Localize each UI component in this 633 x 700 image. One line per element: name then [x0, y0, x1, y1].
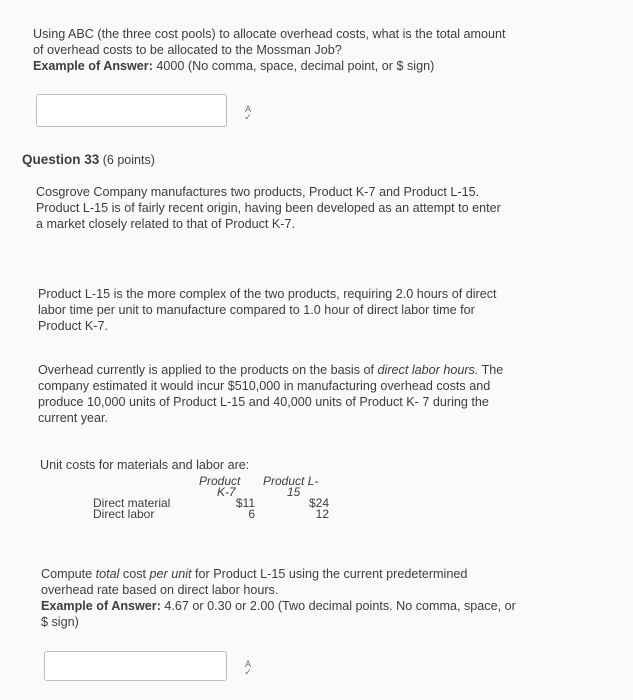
example-text-1: 4.67 or 0.30 or 2.00 (Two decimal points. No comma, space, or — [160, 599, 516, 613]
unit-costs-table — [93, 476, 333, 520]
prev-example-label: Example of Answer: — [33, 59, 153, 73]
question-points: (6 points) — [99, 153, 155, 167]
spellcheck-icon[interactable] — [241, 104, 255, 122]
para3-line2: company estimated it would incur $510,000 in manufacturing overhead costs and — [38, 379, 491, 393]
spellcheck-a-glyph: A — [244, 659, 251, 669]
para3-line1-post: The — [478, 363, 504, 377]
para2-line: Product K-7. — [38, 319, 108, 333]
col-header-l15-b: 15 — [287, 485, 301, 499]
cell-k7: 6 — [248, 507, 255, 521]
prev-question-line2: of overhead costs to be allocated to the Mossman Job? — [33, 43, 342, 57]
col-header-k7-b: K-7 — [217, 485, 236, 499]
unit-costs-label-text: Unit costs for materials and labor are: — [40, 458, 250, 472]
paragraph-1 — [36, 184, 616, 232]
compute-line2: overhead rate based on direct labor hours. — [41, 583, 279, 597]
col-header-l15-a: Product L- — [263, 474, 319, 488]
compute-prompt — [41, 566, 621, 630]
prev-example-text: 4000 (No comma, space, decimal point, or $ sign) — [152, 59, 435, 73]
compute-line1 — [41, 566, 621, 582]
compute-pre: Compute — [41, 567, 96, 581]
question-heading — [22, 152, 155, 167]
compute-ital2: per unit — [149, 567, 192, 581]
compute-ital1: total — [95, 567, 120, 581]
row-label: Direct material — [93, 496, 171, 510]
para3-line1-ital: direct labor hours. — [377, 363, 479, 377]
example-label: Example of Answer: — [41, 599, 161, 613]
prev-answer-input[interactable] — [36, 94, 227, 127]
para1-line: a market closely related to that of Product K-7. — [36, 217, 295, 231]
para3-line1-pre: Overhead currently is applied to the products on the basis of — [38, 363, 378, 377]
compute-post: for Product L-15 using the current predetermined — [191, 567, 468, 581]
unit-costs-label — [40, 457, 249, 473]
table-row — [93, 509, 333, 520]
prev-question — [33, 26, 613, 74]
answer-input[interactable] — [44, 651, 227, 681]
spellcheck-a-glyph: A — [244, 104, 251, 114]
table-corner — [93, 476, 199, 487]
spellcheck-check-glyph: ✓ — [244, 112, 252, 122]
para2-line: labor time per unit to manufacture compared to 1.0 hour of direct labor time for — [38, 303, 475, 317]
spellcheck-icon[interactable] — [241, 659, 255, 677]
cell-k7: $11 — [235, 496, 255, 510]
example-line1 — [41, 598, 621, 614]
para3-line1 — [38, 362, 618, 378]
para1-line: Cosgrove Company manufactures two products, Product K-7 and Product L-15. — [36, 185, 480, 199]
paragraph-3 — [38, 362, 618, 426]
para1-line: Product L-15 is of fairly recent origin, having been developed as an attempt to enter — [36, 201, 501, 215]
compute-mid1: cost — [119, 567, 150, 581]
prev-question-line1: Using ABC (the three cost pools) to allocate overhead costs, what is the total amount — [33, 27, 506, 41]
cell-l15: $24 — [308, 496, 329, 510]
paragraph-2 — [38, 286, 618, 334]
example-line2: $ sign) — [41, 615, 79, 629]
para3-line3: produce 10,000 units of Product L-15 and 40,000 units of Product K- 7 during the — [38, 395, 489, 409]
para3-line4: current year. — [38, 411, 108, 425]
spellcheck-check-glyph: ✓ — [244, 667, 252, 677]
cell-l15: 12 — [315, 507, 329, 521]
para2-line: Product L-15 is the more complex of the two products, requiring 2.0 hours of direct — [38, 287, 497, 301]
prev-example — [33, 58, 613, 74]
question-title: Question 33 — [22, 152, 100, 167]
row-label: Direct labor — [93, 507, 155, 521]
col-header-k7-a: Product — [199, 474, 241, 488]
